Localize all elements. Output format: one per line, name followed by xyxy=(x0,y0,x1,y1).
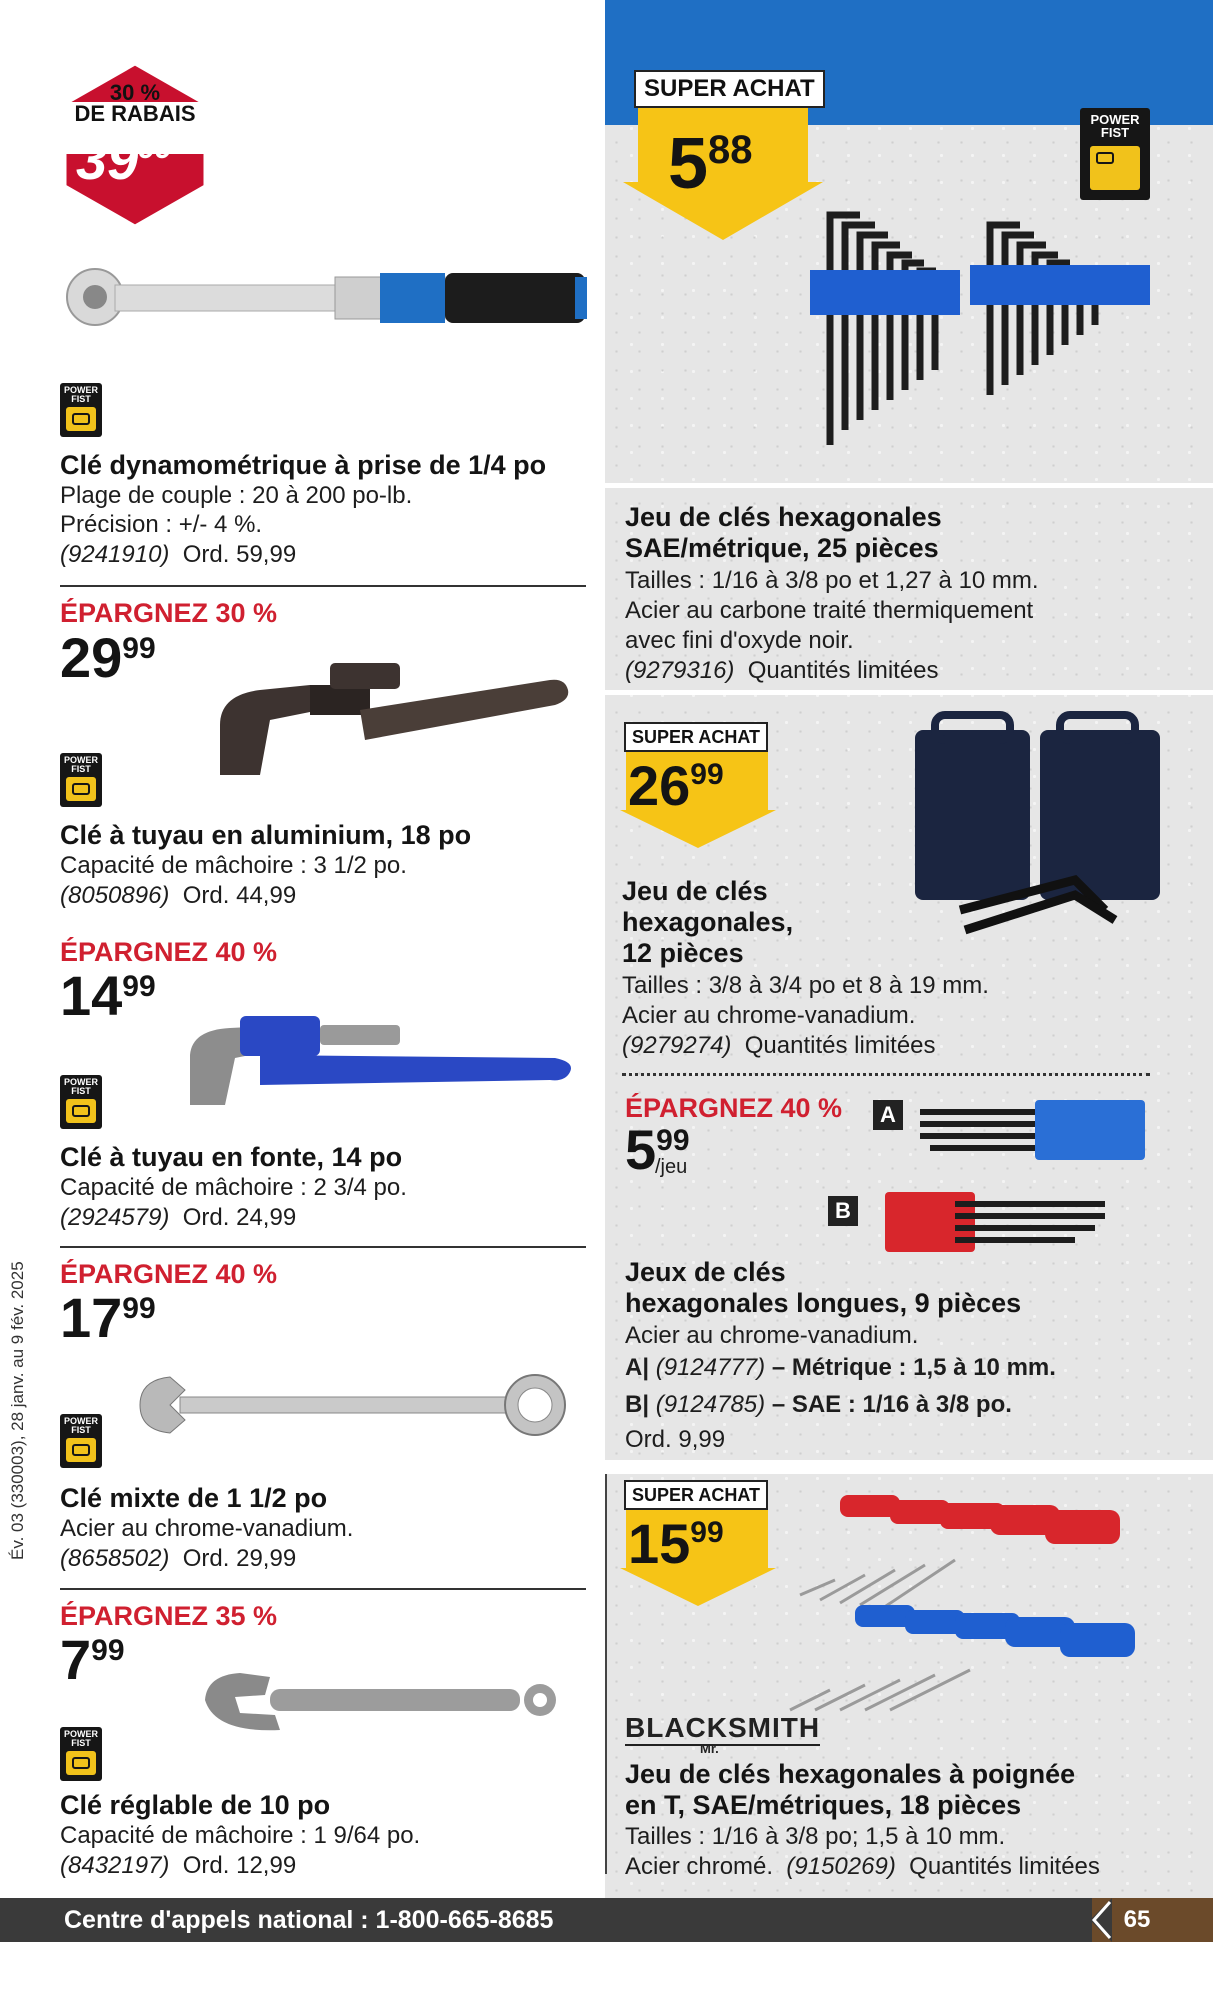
cast-iron-pipe-wrench-image xyxy=(180,1010,580,1115)
product-title: Jeu de clés xyxy=(622,876,768,906)
product-spec: Tailles : 1/16 à 3/8 po; 1,5 à 10 mm. xyxy=(625,1823,1006,1850)
savings-label: ÉPARGNEZ 40 % xyxy=(625,1093,843,1123)
power-fist-logo: POWER FIST xyxy=(60,753,102,807)
product-price: 1599 xyxy=(628,1512,724,1575)
section-divider xyxy=(605,1460,1213,1474)
product-sku-line: (9279274) Quantités limitées xyxy=(622,1032,936,1059)
variant-b-marker: B xyxy=(828,1196,858,1226)
savings-label: ÉPARGNEZ 30 % xyxy=(60,598,278,628)
hex-key-case-set-image xyxy=(905,710,1175,960)
product-spec: Acier au chrome-vanadium. xyxy=(625,1322,919,1349)
combination-wrench-image xyxy=(130,1365,580,1445)
product-spec: Tailles : 1/16 à 3/8 po et 1,27 à 10 mm. xyxy=(625,567,1039,594)
product-spec: Acier au carbone traité thermiquement xyxy=(625,597,1034,624)
product-price: 599 xyxy=(625,1118,690,1181)
product-title: Jeux de clés xyxy=(625,1257,786,1287)
regular-price: Ord. 9,99 xyxy=(625,1426,726,1453)
product-sku-line: (8050896) Ord. 44,99 xyxy=(60,882,297,909)
hex-key-set-25-image xyxy=(800,195,1170,475)
variant-a-line: A| (9124777) – Métrique : 1,5 à 10 mm. xyxy=(625,1354,1056,1381)
product-spec: Capacité de mâchoire : 2 3/4 po. xyxy=(60,1174,407,1201)
torque-wrench-image xyxy=(60,265,600,345)
product-sku-line: (9241910) Ord. 59,99 xyxy=(60,541,297,568)
blacksmith-logo: BLACKSMITH xyxy=(625,1712,820,1746)
product-spec: Précision : +/- 4 %. xyxy=(60,511,263,538)
product-price: 588 xyxy=(668,124,753,204)
power-fist-logo: POWER FIST xyxy=(1080,108,1150,200)
product-spec: avec fini d'oxyde noir. xyxy=(625,627,854,654)
discount-percent: 30 % xyxy=(109,80,161,105)
savings-label: ÉPARGNEZ 40 % xyxy=(60,937,278,967)
product-sku-line: (2924579) Ord. 24,99 xyxy=(60,1204,297,1231)
adjustable-wrench-image xyxy=(195,1665,575,1740)
product-price: 2999 xyxy=(60,626,156,689)
product-title: hexagonales, xyxy=(622,907,794,937)
product-sku-line: (8658502) Ord. 29,99 xyxy=(60,1545,297,1572)
event-date-note: Év. 03 (330003), 28 janv. au 9 fév. 2025 xyxy=(8,1261,27,1560)
power-fist-logo: POWER FIST xyxy=(60,1414,102,1468)
long-hex-key-set-a-image xyxy=(915,1090,1155,1180)
product-spec: Capacité de mâchoire : 3 1/2 po. xyxy=(60,852,407,879)
product-sku-line: (8432197) Ord. 12,99 xyxy=(60,1852,297,1879)
product-price: 2699 xyxy=(628,754,724,817)
product-sku-line: (9279316) Quantités limitées xyxy=(625,657,939,684)
product-price: 1799 xyxy=(60,1286,156,1349)
section-divider xyxy=(605,690,1213,695)
page-tab-chevron xyxy=(1090,1898,1112,1942)
power-fist-logo: POWER FIST xyxy=(60,1075,102,1129)
super-achat-label: SUPER ACHAT xyxy=(624,1480,768,1510)
product-spec: Acier au chrome-vanadium. xyxy=(622,1002,916,1029)
call-center-text: Centre d'appels national : 1-800-665-8685 xyxy=(64,1906,554,1934)
power-fist-logo: POWER FIST xyxy=(60,383,102,437)
page-number: 65 xyxy=(1123,1906,1151,1933)
savings-label: ÉPARGNEZ 40 % xyxy=(60,1259,278,1289)
product-price: 799 xyxy=(60,1628,125,1691)
column-divider xyxy=(605,1474,607,1874)
product-price: 1499 xyxy=(60,964,156,1027)
badge-price: 3999 xyxy=(76,128,172,191)
product-divider xyxy=(60,585,586,587)
variant-b-line: B| (9124785) – SAE : 1/16 à 3/8 po. xyxy=(625,1391,1012,1418)
variant-a-marker: A xyxy=(873,1100,903,1130)
savings-label: ÉPARGNEZ 35 % xyxy=(60,1601,278,1631)
product-title: Clé mixte de 1 1/2 po xyxy=(60,1483,328,1513)
product-spec: Capacité de mâchoire : 1 9/64 po. xyxy=(60,1822,421,1849)
product-divider xyxy=(60,1246,586,1248)
long-hex-key-set-b-image xyxy=(875,1182,1115,1272)
super-achat-label: SUPER ACHAT xyxy=(624,722,768,752)
discount-label: DE RABAIS xyxy=(74,101,196,126)
section-divider xyxy=(605,483,1213,488)
product-divider xyxy=(60,1588,586,1590)
product-title: Clé dynamométrique à prise de 1/4 po xyxy=(60,450,547,480)
product-title: Clé à tuyau en fonte, 14 po xyxy=(60,1142,403,1172)
power-fist-logo: POWER FIST xyxy=(60,1727,102,1781)
product-title: SAE/métrique, 25 pièces xyxy=(625,533,939,563)
blacksmith-logo-sub: Mr. xyxy=(700,1741,719,1756)
product-spec: Plage de couple : 20 à 200 po-lb. xyxy=(60,482,413,509)
product-sku-line: Acier chromé. (9150269) Quantités limitées xyxy=(625,1853,1100,1880)
product-title: en T, SAE/métriques, 18 pièces xyxy=(625,1790,1022,1820)
product-title: 12 pièces xyxy=(622,938,744,968)
super-achat-label: SUPER ACHAT xyxy=(634,70,825,108)
dotted-divider xyxy=(622,1073,1150,1076)
price-unit: /jeu xyxy=(655,1156,688,1178)
product-title: Clé réglable de 10 po xyxy=(60,1790,331,1820)
product-title: Clé à tuyau en aluminium, 18 po xyxy=(60,820,472,850)
product-title: Jeu de clés hexagonales à poignée xyxy=(625,1759,1076,1789)
t-handle-hex-key-set-image xyxy=(780,1485,1160,1715)
product-title: hexagonales longues, 9 pièces xyxy=(625,1288,1022,1318)
product-spec: Tailles : 3/8 à 3/4 po et 8 à 19 mm. xyxy=(622,972,989,999)
aluminum-pipe-wrench-image xyxy=(200,655,600,790)
product-spec: Acier au chrome-vanadium. xyxy=(60,1515,354,1542)
product-title: Jeu de clés hexagonales xyxy=(625,502,942,532)
